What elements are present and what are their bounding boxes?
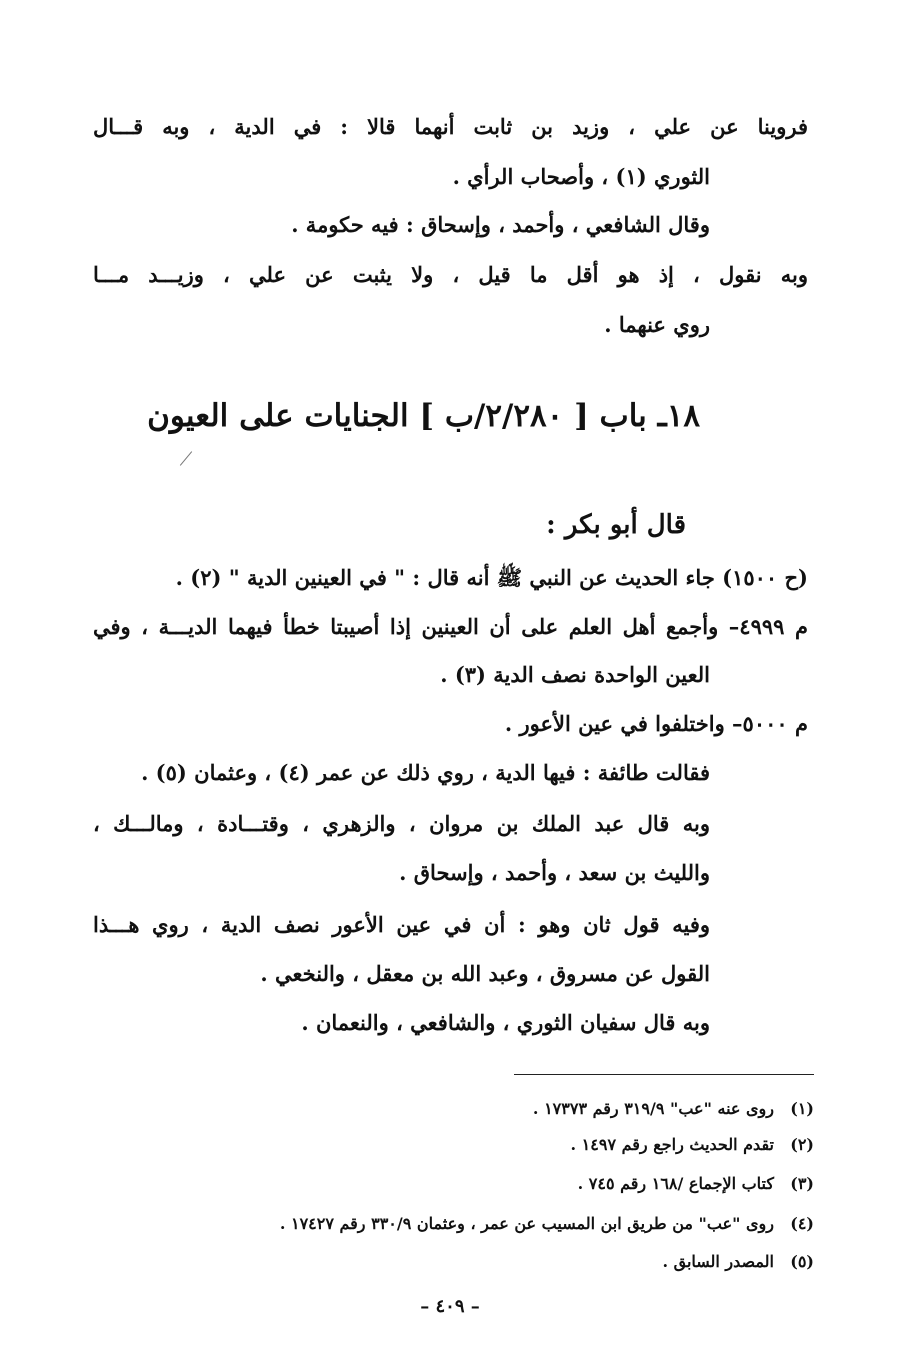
body-line: العين الواحدة نصف الدية (٣) . xyxy=(440,662,710,687)
footnote xyxy=(662,1250,814,1274)
footnote-text: كتاب الإجماع /١٦٨ رقم ٧٤٥ . xyxy=(577,1174,774,1193)
chapter-heading: ١٨ـ باب [ ٢/٢٨٠/ب ] الجنايات على العيون xyxy=(147,398,700,434)
footnote-number: (١) xyxy=(790,1099,814,1118)
footnote xyxy=(571,1133,814,1157)
body-line: وبه نقول ، إذ هو أقل ما قيل ، ولا يثبت عن علي ، وزيـــد مـــا xyxy=(93,262,808,287)
footnote-separator xyxy=(514,1074,814,1075)
footnote-number: (٤) xyxy=(790,1214,814,1233)
footnote-text: المصدر السابق . xyxy=(662,1252,774,1271)
scan-mark xyxy=(180,451,192,465)
body-line: م ٥٠٠٠– واختلفوا في عين الأعور . xyxy=(504,711,808,736)
body-line: الثوري (١) ، وأصحاب الرأي . xyxy=(452,164,710,189)
body-line: فقالت طائفة : فيها الدية ، روي ذلك عن عمر (٤) ، وعثمان (٥) . xyxy=(141,760,710,785)
body-line: وفيه قول ثان وهو : أن في عين الأعور نصف الدية ، روي هـــذا xyxy=(93,912,710,937)
footnote-number: (٣) xyxy=(790,1174,814,1193)
body-line: وقال الشافعي ، وأحمد ، وإسحاق : فيه حكومة . xyxy=(291,212,710,237)
body-line: روي عنهما . xyxy=(604,312,710,337)
body-line: (ح ١٥٠٠) جاء الحديث عن النبي ﷺ أنه قال : " في العينين الدية " (٢) . xyxy=(175,565,808,590)
body-line: وبه قال سفيان الثوري ، والشافعي ، والنعمان . xyxy=(301,1010,710,1035)
footnote-number: (٢) xyxy=(790,1135,814,1154)
footnote xyxy=(280,1212,814,1236)
footnote-number: (٥) xyxy=(790,1252,814,1271)
body-line: والليث بن سعد ، وأحمد ، وإسحاق . xyxy=(399,860,710,885)
footnote xyxy=(533,1097,814,1121)
body-line: فروينا عن علي ، وزيد بن ثابت أنهما قالا : في الدية ، وبه قـــال xyxy=(93,114,808,139)
body-line: م ٤٩٩٩– وأجمع أهل العلم على أن العينين إذا أصيبتا خطأ فيهما الديـــة ، وفي xyxy=(93,614,808,639)
footnote-text: تقدم الحديث راجع رقم ١٤٩٧ . xyxy=(570,1135,774,1154)
body-line: القول عن مسروق ، وعبد الله بن معقل ، والنخعي . xyxy=(260,961,710,986)
section-subheading: قال أبو بكر : xyxy=(546,510,686,540)
footnote xyxy=(578,1172,814,1196)
footnote-text: روى "عب" من طريق ابن المسيب عن عمر ، وعثمان ٣٣٠/٩ رقم ١٧٤٢٧ . xyxy=(279,1214,774,1233)
body-line: وبه قال عبد الملك بن مروان ، والزهري ، وقتـــادة ، ومالـــك ، xyxy=(93,811,710,836)
page-number: – ٤٠٩ – xyxy=(420,1296,480,1317)
footnote-text: روى عنه "عب" ٣١٩/٩ رقم ١٧٣٧٣ . xyxy=(532,1099,774,1118)
